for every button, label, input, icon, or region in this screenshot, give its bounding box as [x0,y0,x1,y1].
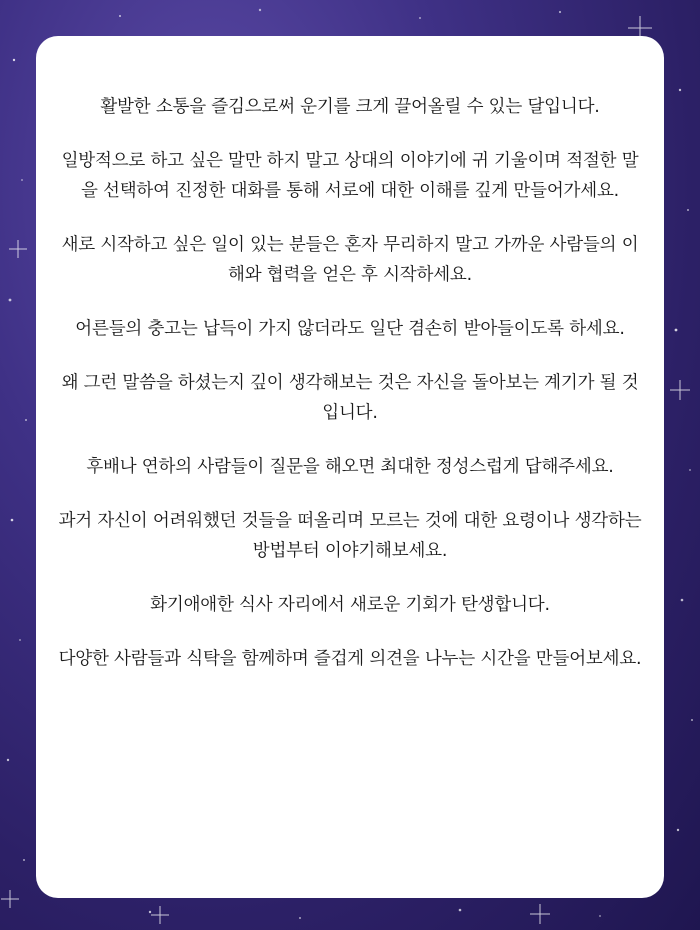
fortune-paragraph-3: 새로 시작하고 싶은 일이 있는 분들은 혼자 무리하지 말고 가까운 사람들의 이해와 협력을 얻은 후 시작하세요. [61,235,639,285]
fortune-paragraph-4: 어른들의 충고는 납득이 가지 않더라도 일단 겸손히 받아들이도록 하세요. [75,319,625,339]
fortune-paragraph-6: 후배나 연하의 사람들이 질문을 해오면 최대한 정성스럽게 답해주세요. [86,457,614,477]
fortune-paragraph-8: 화기애애한 식사 자리에서 새로운 기회가 탄생합니다. [150,595,550,615]
fortune-card [36,36,664,898]
fortune-paragraph-1: 활발한 소통을 즐김으로써 운기를 크게 끌어올릴 수 있는 달입니다. [100,97,600,117]
fortune-paragraph-7: 과거 자신이 어려워했던 것들을 떠올리며 모르는 것에 대한 요령이나 생각하는 방법부터 이야기해보세요. [58,511,642,561]
fortune-paragraph-9: 다양한 사람들과 식탁을 함께하며 즐겁게 의견을 나누는 시간을 만들어보세요. [58,649,642,669]
fortune-paragraph-5: 왜 그런 말씀을 하셨는지 깊이 생각해보는 것은 자신을 돌아보는 계기가 될 것입니다. [61,373,639,423]
fortune-paragraph-2: 일방적으로 하고 싶은 말만 하지 말고 상대의 이야기에 귀 기울이며 적절한 말을 선택하여 진정한 대화를 통해 서로에 대한 이해를 깊게 만들어가세요. [61,151,639,201]
